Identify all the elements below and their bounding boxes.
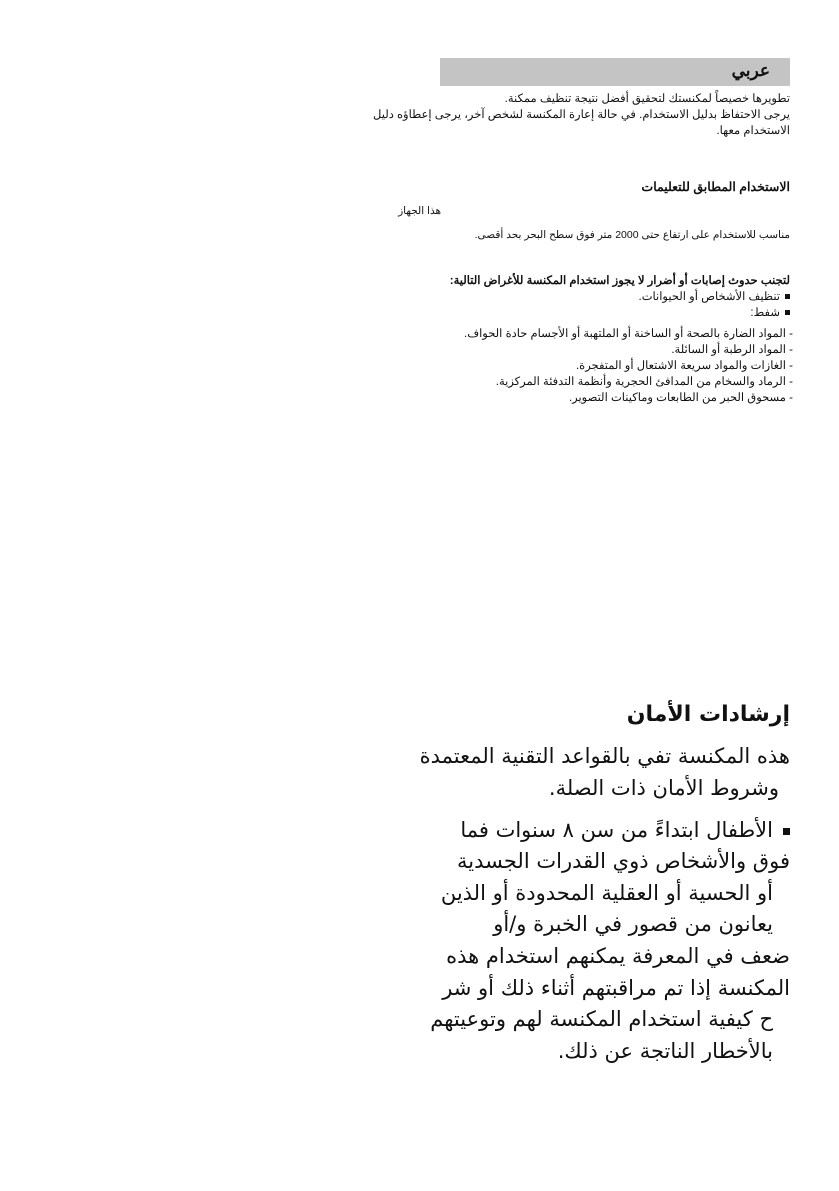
safety-bullet-line bbox=[460, 818, 790, 842]
safety-bullet-line: ضعف في المعرفة يمكنهم استخدام هذه bbox=[446, 944, 790, 968]
safety-bullet-line: ح كيفية استخدام المكنسة لهم وتوعيتهم bbox=[430, 1007, 773, 1031]
safety-bullet-line: فوق والأشخاص ذوي القدرات الجسدية bbox=[457, 849, 790, 873]
bullet-icon bbox=[785, 294, 790, 299]
prohibited-item: - مسحوق الحبر من الطابعات وماكينات التصوير. bbox=[568, 392, 793, 404]
language-header-bar bbox=[440, 58, 790, 86]
bullet-text: شفط: bbox=[750, 307, 780, 319]
prohibited-bullet bbox=[750, 305, 790, 319]
intro-line: تطويرها خصيصاً لمكنستك لتحقيق أفضل نتيجة تنظيف ممكنة. bbox=[504, 93, 790, 105]
language-title: عربي bbox=[731, 61, 770, 80]
prohibited-item: - الرماد والسخام من المدافئ الحجرية وأنظمة التدفئة المركزية. bbox=[495, 376, 793, 388]
safety-heading: إرشادات الأمان bbox=[626, 702, 790, 727]
device-label: هذا الجهاز bbox=[398, 205, 441, 217]
safety-intro-line: هذه المكنسة تفي بالقواعد التقنية المعتمدة bbox=[419, 744, 790, 768]
bullet-icon bbox=[785, 310, 790, 315]
prohibited-item: - المواد الضارة بالصحة أو الساخنة أو الملتهبة أو الأجسام حادة الحواف. bbox=[464, 328, 793, 340]
intro-line: الاستخدام معها. bbox=[716, 125, 790, 137]
prohibited-item: - المواد الرطبة أو السائلة. bbox=[671, 344, 793, 356]
safety-bullet-line: بالأخطار الناتجة عن ذلك. bbox=[557, 1039, 773, 1063]
prohibited-heading: لتجنب حدوث إصابات أو أضرار لا يجوز استخدام المكنسة للأغراض التالية: bbox=[449, 275, 790, 287]
bullet-text: الأطفال ابتداءً من سن ٨ سنوات فما bbox=[460, 818, 773, 842]
proper-use-heading: الاستخدام المطابق للتعليمات bbox=[641, 180, 790, 194]
bullet-icon bbox=[783, 828, 790, 835]
prohibited-item: - الغازات والمواد سريعة الاشتعال أو المتفجرة. bbox=[575, 360, 793, 372]
prohibited-bullet bbox=[639, 289, 791, 303]
altitude-text: مناسب للاستخدام على ارتفاع حتى 2000 متر فوق سطح البحر بحد أقصى. bbox=[474, 229, 790, 241]
safety-bullet-line: يعانون من قصور في الخبرة و/أو bbox=[493, 912, 773, 936]
safety-bullet-line: المكنسة إذا تم مراقبتهم أثناء ذلك أو شر bbox=[442, 976, 790, 1000]
safety-intro-line: وشروط الأمان ذات الصلة. bbox=[548, 776, 779, 800]
safety-bullet-line: أو الحسية أو العقلية المحدودة أو الذين bbox=[440, 881, 773, 905]
bullet-text: تنظيف الأشخاص أو الحيوانات. bbox=[638, 291, 780, 303]
intro-line: يرجى الاحتفاظ بدليل الاستخدام. في حالة إعارة المكنسة لشخص آخر، يرجى إعطاؤه دليل bbox=[373, 109, 790, 121]
